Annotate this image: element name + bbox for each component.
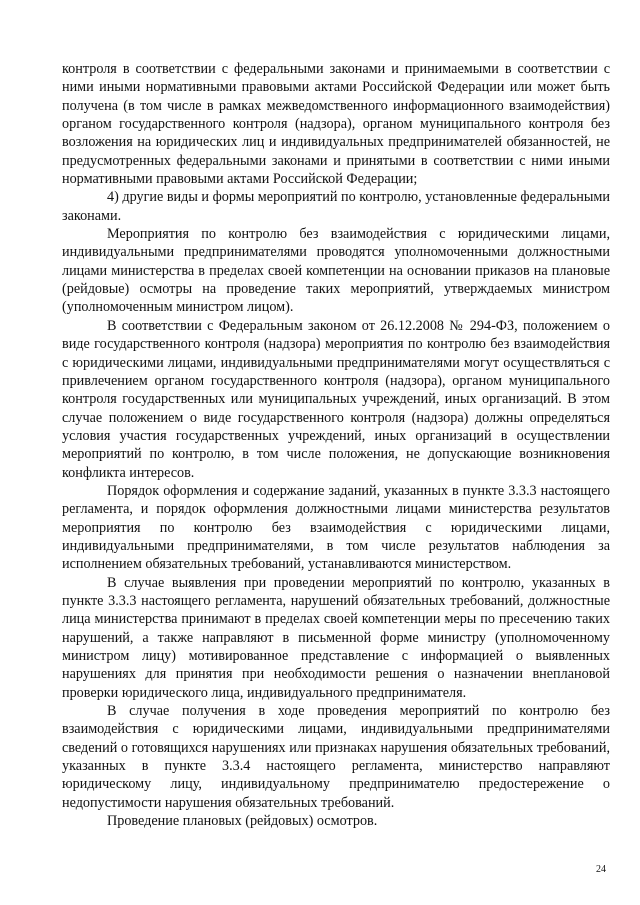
paragraph-planned-inspections: Проведение плановых (рейдовых) осмотров. <box>107 813 378 830</box>
paragraph-control-measures: Мероприятия по контролю без взаимодействия с юридическими лицами, индивидуальными предпринимателями проводятся уполномоченными должностными лицами министерства в пределах своей компетенции на основании приказов на плановые (рейдовые) осмотры на проведение таких мероприятий, утверждаемых министром (уполномоченным министром лицом). <box>62 226 610 316</box>
paragraph-violations-detected: В случае выявления при проведении мероприятий по контролю, указанных в пункте 3.3.3 настоящего регламента, нарушений обязательных требований, должностные лица министерства принимают в пределах своей компетенции меры по пресечению таких нарушений, а также направляют в письменной форме министру (уполномоченному министром лицу) мотивированное представление с информацией о выявленных нарушениях для принятия при необходимости решения о назначении внеплановой проверки юридического лица, индивидуального предпринимателя. <box>62 574 610 701</box>
paragraph-continuation: контроля в соответствии с федеральными законами и принимаемыми в соответствии с ними иными нормативными правовыми актами Российской Федерации или может быть получена (в том числе в рамках межведомственного информационного взаимодействия) органом государственного контроля (надзора), органом муниципального контроля без возложения на юридических лиц и индивидуальных предпринимателей обязанностей, не предусмотренных федеральными законами и принятыми в соответствии с ними иными нормативными правовыми актами Российской Федерации; <box>62 61 610 188</box>
paragraph-other-control-forms: 4) другие виды и формы мероприятий по контролю, установленные федеральными законами. <box>62 189 611 224</box>
paragraph-federal-law: В соответствии с Федеральным законом от 26.12.2008 № 294-ФЗ, положением о виде государственного контроля (надзора) мероприятия по контролю без взаимодействия с юридическими лицами, индивидуальными предпринимателями могут осуществляться с привлечением органом государственного контроля (надзора), органом муниципального контроля государственных или муниципальных учреждений, иных организаций. В этом случае положением о виде государственного контроля (надзора) должны определяться условия участия государственных учреждений, иных организаций в осуществлении мероприятий по контролю, в том числе положения, не допускающие возникновения конфликта интересов. <box>62 317 610 481</box>
paragraph-assignment-procedure: Порядок оформления и содержание заданий, указанных в пункте 3.3.3 настоящего регламента, и порядок оформления должностными лицами министерства результатов мероприятия по контролю без взаимодействия с юридическими лицами, индивидуальными предпринимателями, в том числе результатов наблюдения за исполнением обязательных требований, устанавливаются министерством. <box>62 482 610 573</box>
paragraph-warning-notice: В случае получения в ходе проведения мероприятий по контролю без взаимодействия с юридическими лицами, индивидуальными предпринимателями сведений о готовящихся нарушениях или признаках нарушения обязательных требований, указанных в пункте 3.3.4 настоящего регламента, министерство направляют юридическому лицу, индивидуальному предпринимателю предостережение о недопустимости нарушения обязательных требований. <box>62 703 610 811</box>
document-body <box>62 60 610 830</box>
page-number: 24 <box>596 864 606 875</box>
